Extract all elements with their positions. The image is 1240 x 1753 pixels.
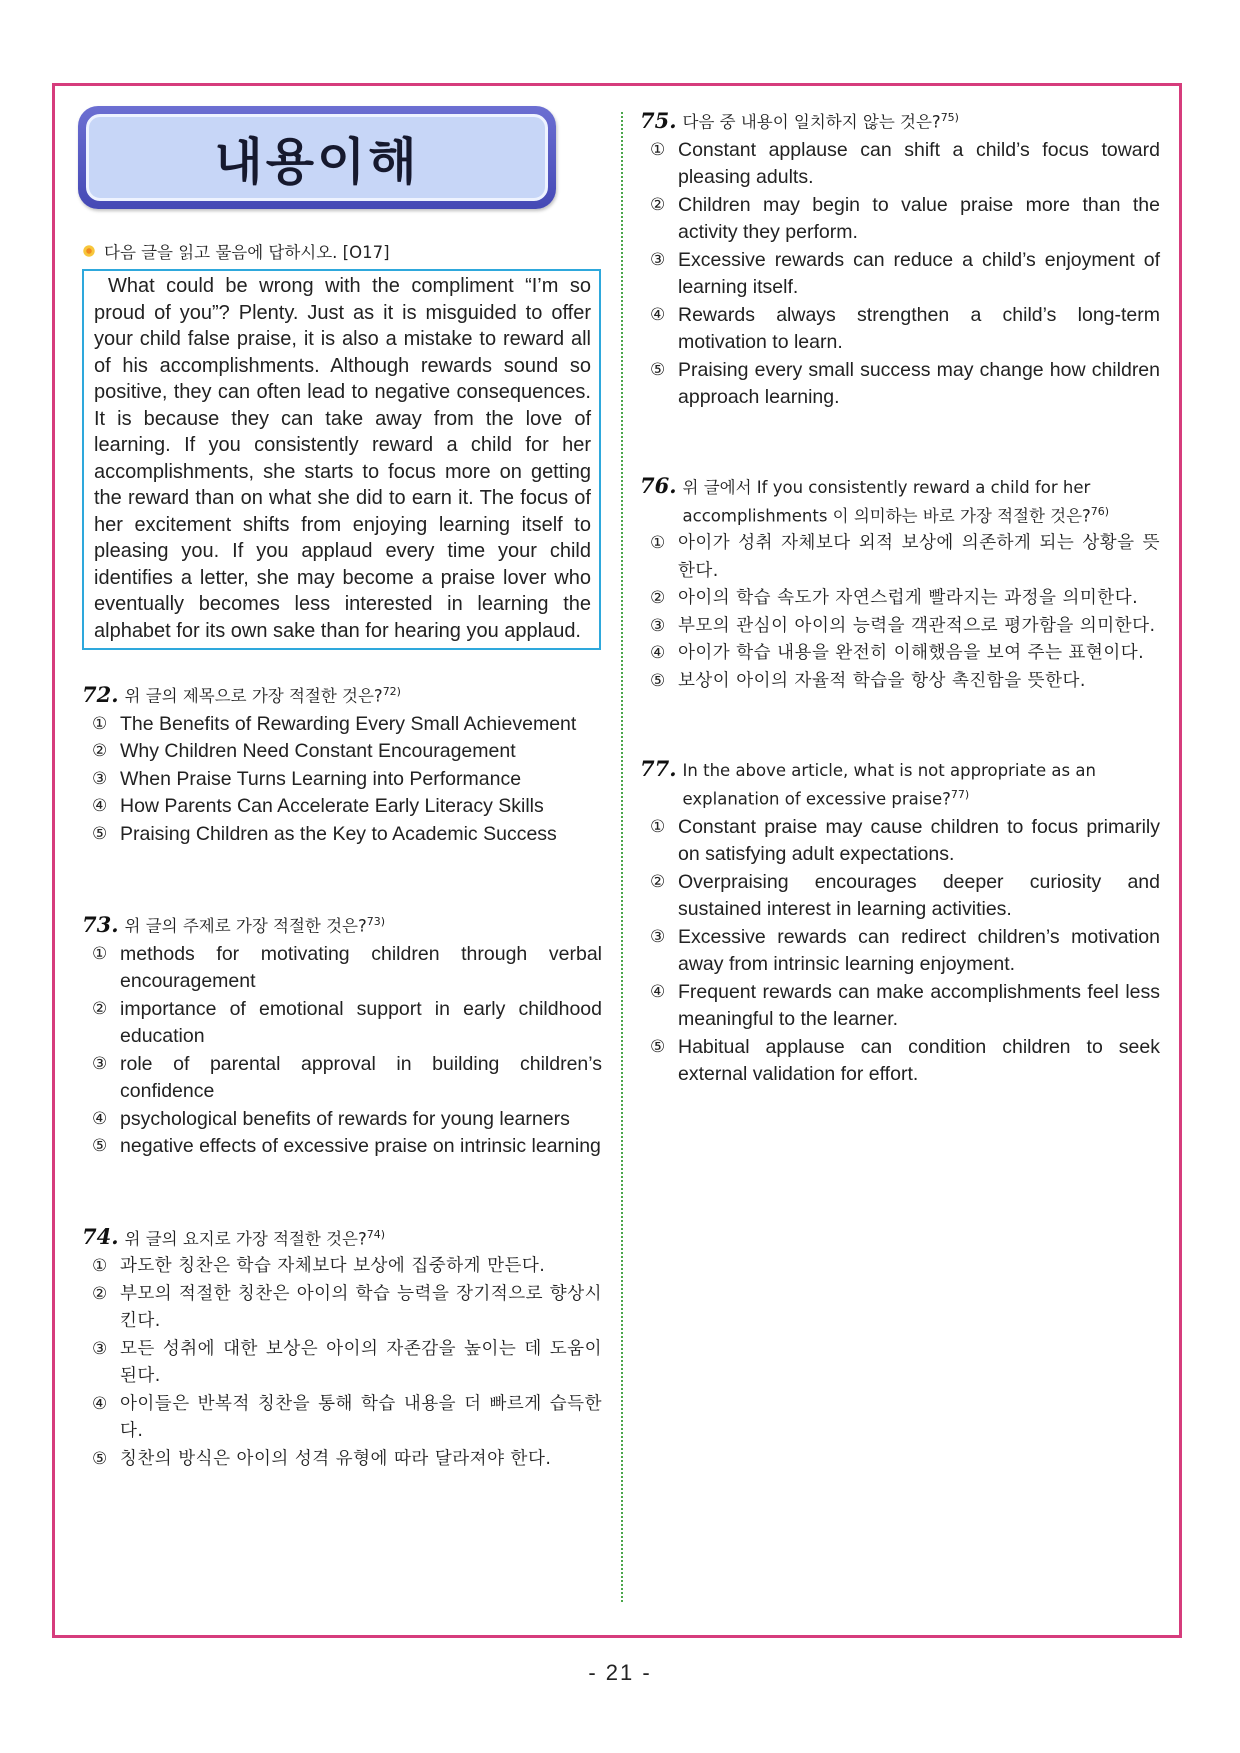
- option-number: ⑤: [92, 1448, 108, 1469]
- question-text: 위 글의 요지로 가장 적절한 것은?$^{74)}$: [124, 1227, 386, 1248]
- option-item: [640, 613, 1160, 641]
- instruction-text: 다음 글을 읽고 물음에 답하시오. [O17]: [104, 243, 390, 262]
- option-item: [640, 302, 1160, 357]
- option-number: ④: [92, 1393, 108, 1414]
- option-text: Constant applause can shift a child’s focus toward pleasing adults.: [678, 138, 1160, 188]
- option-text: 보상이 아이의 자율적 학습을 항상 촉진함을 뜻한다.: [678, 670, 1086, 691]
- option-item: [82, 996, 602, 1051]
- option-item: [82, 1281, 602, 1336]
- options-list: [82, 1253, 602, 1473]
- footnote-ref: 72): [382, 685, 401, 698]
- column-divider: [621, 112, 623, 1602]
- option-item: [82, 941, 602, 996]
- option-text: negative effects of excessive praise on intrinsic learning: [120, 1135, 601, 1157]
- option-number: ②: [650, 871, 666, 892]
- question-text: 위 글에서 If you consistently reward a child for her accomplishments 이 의미하는 바로 가장 적절한 것은?$^{76)}$: [682, 477, 1110, 525]
- option-item: [640, 814, 1160, 869]
- question-header: [640, 474, 1160, 529]
- option-number: ①: [650, 533, 666, 553]
- option-number: ①: [650, 139, 666, 160]
- question-73: [82, 910, 602, 1161]
- footnote-ref: 75): [940, 111, 959, 124]
- option-item: [640, 357, 1160, 412]
- option-number: ③: [92, 1053, 108, 1074]
- option-item: [82, 1391, 602, 1446]
- footnote-ref: 77): [950, 788, 970, 801]
- reading-passage: What could be wrong with the compliment “I’m so proud of you”? Plenty. Just as it is misguided to offer your child false praise, it is also a mistake to reward all of his accomplishments. Although rewards sound so positive, they can often lead to negative consequences. It is because they can take away from the love of learning. If you consistently reward a child for her accomplishments, she starts to focus more on getting the reward than on what she did to earn it. The focus of her excitement shifts from enjoying learning itself to pleasing you. If you applaud every time your child identifies a letter, she may become a praise lover who eventually becomes less interested in learning the alphabet for its own sake than for hearing you applaud.: [82, 269, 601, 650]
- title-banner: [78, 106, 556, 209]
- instruction: [82, 239, 602, 263]
- option-item: [640, 668, 1160, 696]
- option-number: ②: [650, 588, 666, 608]
- option-number: ⑤: [650, 670, 666, 691]
- option-number: ②: [92, 741, 108, 761]
- option-text: How Parents Can Accelerate Early Literacy Skills: [120, 795, 544, 817]
- option-text: importance of emotional support in early childhood education: [120, 997, 602, 1047]
- option-text: When Praise Turns Learning into Performance: [120, 767, 522, 790]
- option-item: [82, 1106, 602, 1134]
- option-number: ①: [92, 1256, 108, 1276]
- question-text: 다음 중 내용이 일치하지 않는 것은?$^{75)}$: [682, 111, 959, 132]
- question-number: 77.: [640, 756, 677, 781]
- question-number: 73.: [82, 911, 119, 937]
- option-number: ③: [650, 926, 666, 947]
- option-item: [640, 640, 1160, 668]
- page-title: 내용이해: [214, 132, 420, 191]
- option-text: Excessive rewards can reduce a child’s enjoyment of learning itself.: [678, 248, 1160, 298]
- question-76: [640, 474, 1160, 696]
- option-item: [82, 711, 602, 739]
- option-number: ④: [650, 643, 666, 663]
- option-text: 아이의 학습 속도가 자연스럽게 빨라지는 과정을 의미한다.: [678, 588, 1139, 608]
- question-number: 76.: [640, 472, 677, 498]
- option-number: ④: [650, 981, 666, 1002]
- option-text: Overpraising encourages deeper curiosity and sustained interest in learning activities.: [678, 870, 1160, 920]
- option-item: [640, 924, 1160, 979]
- question-74: [82, 1223, 602, 1474]
- option-item: [640, 137, 1160, 192]
- option-text: 부모의 관심이 아이의 능력을 객관적으로 평가함을 의미한다.: [678, 615, 1156, 636]
- option-text: methods for motivating children through verbal encouragement: [120, 942, 602, 992]
- option-text: Praising every small success may change how children approach learning.: [678, 358, 1160, 408]
- question-header: [82, 1223, 602, 1252]
- option-text: 부모의 적절한 칭찬은 아이의 학습 능력을 장기적으로 향상시킨다.: [120, 1283, 602, 1331]
- option-item: [82, 1446, 602, 1474]
- option-number: ①: [650, 816, 666, 837]
- option-text: 아이가 학습 내용을 완전히 이해했음을 보여 주는 표현이다.: [678, 643, 1145, 663]
- question-77: [640, 757, 1160, 1089]
- option-text: Children may begin to value praise more than the activity they perform.: [678, 193, 1160, 243]
- option-item: [640, 530, 1160, 585]
- option-number: ③: [650, 615, 666, 636]
- option-text: 칭찬의 방식은 아이의 성격 유형에 따라 달라져야 한다.: [120, 1448, 552, 1469]
- options-list: [640, 814, 1160, 1089]
- option-item: [82, 1336, 602, 1391]
- option-number: ⑤: [92, 823, 108, 844]
- option-number: ②: [650, 194, 666, 215]
- left-column: [82, 106, 602, 1473]
- option-text: Habitual applause can condition children to seek external validation for effort.: [678, 1035, 1160, 1085]
- footnote-ref: 74): [366, 1227, 386, 1241]
- option-item: [640, 1034, 1160, 1089]
- option-text: Praising Children as the Key to Academic Success: [120, 822, 557, 845]
- options-list: [640, 530, 1160, 695]
- option-text: The Benefits of Rewarding Every Small Achievement: [120, 712, 577, 735]
- question-number: 72.: [82, 681, 119, 707]
- option-item: [82, 1253, 602, 1281]
- option-text: Frequent rewards can make accomplishments feel less meaningful to the learner.: [678, 980, 1160, 1030]
- option-item: [640, 192, 1160, 247]
- option-item: [640, 585, 1160, 613]
- option-item: [82, 738, 602, 766]
- question-text: 위 글의 주제로 가장 적절한 것은?$^{73)}$: [124, 915, 386, 936]
- question-header: [640, 106, 1160, 135]
- option-item: [82, 793, 602, 821]
- question-number: 74.: [82, 1224, 119, 1249]
- option-item: [82, 1133, 602, 1161]
- option-number: ③: [92, 768, 108, 789]
- question-text: In the above article, what is not appropriate as an explanation of excessive praise?$^{77)}$: [682, 761, 1096, 809]
- option-number: ④: [92, 1108, 108, 1129]
- right-column: [640, 106, 1160, 1089]
- option-item: [82, 766, 602, 794]
- option-text: role of parental approval in building children’s confidence: [120, 1052, 602, 1102]
- option-text: 아이가 성취 자체보다 외적 보상에 의존하게 되는 상황을 뜻한다.: [678, 533, 1160, 581]
- question-header: [82, 910, 602, 939]
- option-number: ④: [650, 304, 666, 325]
- option-number: ③: [650, 249, 666, 270]
- option-number: ⑤: [650, 1036, 666, 1057]
- page-number: - 21 -: [588, 1660, 652, 1685]
- option-item: [640, 979, 1160, 1034]
- question-header: [640, 757, 1160, 812]
- question-number: 75.: [640, 107, 677, 133]
- question-75: [640, 106, 1160, 412]
- option-text: Excessive rewards can redirect children’s motivation away from intrinsic learning enjoyment.: [678, 925, 1160, 975]
- flower-icon: [82, 244, 96, 258]
- option-number: ⑤: [650, 359, 666, 380]
- option-text: 과도한 칭찬은 학습 자체보다 보상에 집중하게 만든다.: [120, 1256, 546, 1276]
- option-text: 아이들은 반복적 칭찬을 통해 학습 내용을 더 빠르게 습득한다.: [120, 1393, 602, 1441]
- option-number: ②: [92, 1283, 108, 1304]
- options-list: [640, 137, 1160, 412]
- option-text: 모든 성취에 대한 보상은 아이의 자존감을 높이는 데 도움이 된다.: [120, 1338, 602, 1386]
- option-text: psychological benefits of rewards for young learners: [120, 1107, 570, 1130]
- option-item: [82, 1051, 602, 1106]
- footnote-ref: 76): [1090, 504, 1110, 518]
- option-number: ①: [92, 713, 108, 734]
- option-text: Rewards always strengthen a child’s long-term motivation to learn.: [678, 303, 1160, 353]
- option-item: [640, 869, 1160, 924]
- option-item: [640, 247, 1160, 302]
- footnote-ref: 73): [366, 915, 386, 928]
- option-number: ②: [92, 998, 108, 1019]
- option-number: ④: [92, 796, 108, 816]
- option-item: [82, 821, 602, 849]
- options-list: [82, 711, 602, 849]
- question-text: 위 글의 제목으로 가장 적절한 것은?$^{72)}$: [124, 685, 401, 706]
- question-72: [82, 680, 602, 848]
- option-number: ①: [92, 943, 108, 964]
- option-number: ③: [92, 1338, 108, 1359]
- option-text: Why Children Need Constant Encouragement: [120, 740, 516, 762]
- question-header: [82, 680, 602, 709]
- option-text: Constant praise may cause children to focus primarily on satisfying adult expectations.: [678, 815, 1160, 865]
- option-number: ⑤: [92, 1136, 108, 1156]
- options-list: [82, 941, 602, 1161]
